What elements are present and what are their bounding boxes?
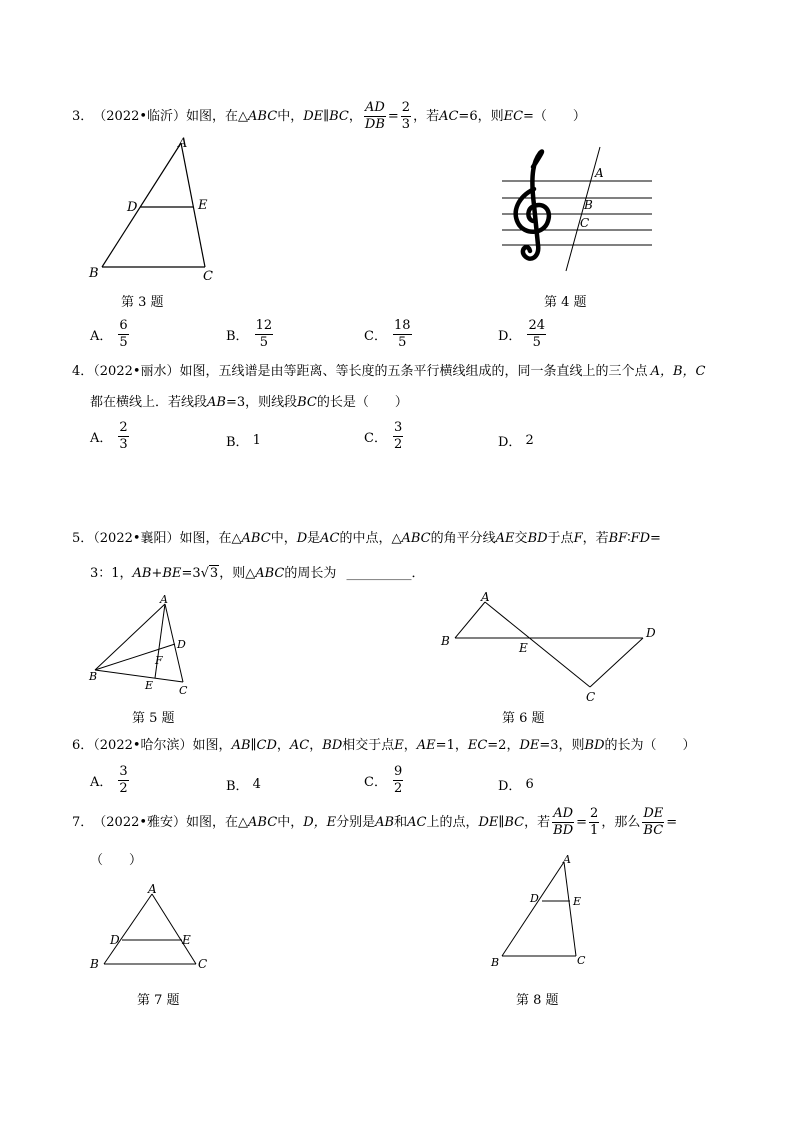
sqrt-expression: √3 [200, 566, 219, 581]
side-ac [152, 894, 196, 964]
stem-text: 中， [277, 814, 304, 830]
ratio-value [589, 806, 599, 839]
point-label-d: D [127, 200, 138, 215]
stem-text: ，若 [413, 108, 440, 124]
segment-name: AC [320, 531, 340, 546]
ratio-value [401, 100, 411, 133]
point-label-d: D [646, 626, 656, 640]
figure-7-triangle [86, 880, 216, 975]
q3-option-c[interactable] [364, 318, 414, 351]
point-label-a: A [481, 590, 490, 604]
equals-sign: = [576, 814, 588, 830]
option-label: D． [498, 435, 522, 450]
point-label-a: A [160, 593, 168, 606]
numerator: AD [364, 100, 385, 115]
figure-5-triangle [85, 592, 205, 702]
segment-name: BF [608, 531, 628, 546]
point-label-e: E [198, 198, 208, 213]
stem-text: = [650, 531, 661, 546]
point-label-d: D [530, 892, 539, 905]
denominator: 3 [401, 117, 411, 132]
stem-text: =6，则 [458, 108, 504, 124]
q4-option-c[interactable] [364, 420, 405, 453]
numerator: 2 [590, 806, 599, 821]
numerator: 3 [119, 764, 128, 779]
ratio-de-bc [642, 806, 664, 839]
side-ab [502, 862, 564, 956]
question-5-stem-line2 [90, 566, 425, 582]
question-number: 6． [72, 738, 94, 753]
figure-6-crossed-triangles [435, 588, 665, 703]
segment-sum: AB+BE [132, 566, 182, 581]
stem-text: 如图，在△ [186, 108, 249, 124]
question-number: 3． [72, 108, 94, 124]
option-label: B． [226, 329, 249, 344]
parallel-condition: DE∥BC [478, 814, 525, 830]
segment-ab [455, 602, 485, 638]
question-number: 4． [72, 364, 94, 379]
numerator: 6 [119, 318, 128, 333]
question-number: 7． [72, 814, 94, 830]
equals-sign: = [387, 108, 399, 124]
point-names: D，E [303, 814, 337, 830]
segment-name: BD [584, 738, 605, 753]
question-3-stem [72, 100, 586, 133]
side-bc [95, 670, 183, 682]
figure-4-caption: 第 4 题 [544, 295, 587, 310]
segment-name: BD [527, 531, 548, 546]
numerator: 9 [393, 764, 403, 779]
point-names: A，B，C [650, 364, 706, 379]
side-ab [104, 894, 152, 964]
option-value: 4 [252, 777, 261, 792]
segment-name: DE [519, 738, 540, 753]
triangle-name: ABC [241, 531, 271, 546]
question-6-stem [72, 738, 696, 754]
q6-option-d[interactable] [498, 775, 534, 794]
point-label-b: B [491, 956, 500, 969]
stem-text: 的角平分线 [430, 531, 496, 546]
option-label: C． [364, 329, 387, 344]
segment-name: BD [322, 738, 343, 753]
stem-text: ， [403, 738, 417, 753]
stem-text: 中， [270, 531, 297, 546]
triangle-name: ABC [248, 108, 278, 124]
numerator: 2 [401, 100, 411, 115]
stem-text: 3：1， [90, 566, 133, 581]
segment-name: AC [439, 108, 459, 124]
stem-text: 如图， [192, 738, 232, 753]
point-label-a: A [595, 166, 604, 180]
stem-text: 是 [307, 531, 321, 546]
stem-text: =3 [181, 566, 201, 581]
stem-text: 分别是 [336, 814, 376, 830]
figure-6-caption: 第 6 题 [502, 711, 545, 726]
segment-bd [95, 644, 175, 670]
point-label-e: E [519, 641, 528, 655]
stem-text: 的中点，△ [339, 531, 402, 546]
stem-text: =3，则线段 [225, 395, 298, 410]
point-label-c: C [198, 957, 208, 971]
ratio-ad-db [364, 100, 386, 133]
denominator: 5 [398, 335, 407, 350]
segment-name: AE [416, 738, 436, 753]
q4-option-a[interactable] [90, 420, 131, 453]
side-ab [102, 143, 181, 267]
point-label-a: A [178, 136, 188, 151]
question-7-answer-paren[interactable]: （ ） [90, 853, 143, 868]
denominator: 5 [259, 335, 268, 350]
numerator: 3 [393, 420, 403, 435]
question-source: （2022•雅安） [93, 814, 187, 830]
stem-text: ， [309, 738, 323, 753]
stem-text: 如图，在△ [186, 814, 249, 830]
denominator: BC [643, 823, 664, 838]
option-value: 2 [525, 433, 534, 448]
q6-option-a[interactable] [90, 764, 131, 797]
ratio-colon: ∶ [627, 531, 631, 546]
question-5-stem-line1 [72, 531, 661, 547]
point-label-a: A [148, 882, 157, 896]
stem-text: 中， [277, 108, 304, 124]
option-label: A． [90, 775, 113, 790]
answer-blank[interactable]: __________ [346, 566, 412, 581]
triangle-name: ABC [401, 531, 431, 546]
point-name: F [573, 531, 583, 546]
denominator: 2 [393, 781, 403, 796]
stem-text: =2， [487, 738, 520, 753]
denominator: BD [553, 823, 574, 838]
q3-option-d[interactable] [498, 318, 548, 351]
segment-name: AB [207, 395, 226, 410]
numerator: DE [643, 806, 664, 821]
stem-text: 于点 [547, 531, 574, 546]
q6-option-c[interactable] [364, 764, 405, 797]
ratio-ad-bd [552, 806, 574, 839]
numerator: 24 [528, 318, 545, 333]
denominator: 1 [590, 823, 599, 838]
point-name: D [296, 531, 308, 546]
stem-text: ，则△ [219, 566, 256, 581]
figure-3-triangle [85, 135, 225, 285]
point-label-e: E [573, 895, 582, 908]
segment-name: AE [495, 531, 515, 546]
segment-name: FD [630, 531, 651, 546]
parallel-condition: DE∥BC [303, 108, 349, 124]
figure-3-caption: 第 3 题 [121, 295, 164, 310]
q4-option-d[interactable] [498, 431, 534, 450]
stem-text: 相交于点 [342, 738, 395, 753]
point-label-e: E [182, 933, 191, 947]
triangle-name: ABC [248, 814, 278, 830]
segment-cd [590, 638, 643, 687]
point-label-b: B [584, 198, 593, 212]
stem-text: = [666, 814, 678, 830]
denominator: DB [364, 117, 385, 132]
stem-text: 和 [394, 814, 408, 830]
question-source: （2022•襄阳） [93, 531, 180, 546]
point-label-c: C [586, 690, 596, 703]
option-label: D． [498, 779, 522, 794]
segment-name: EC [467, 738, 488, 753]
denominator: 5 [119, 335, 128, 350]
option-value: 6 [525, 777, 534, 792]
option-label: D． [498, 329, 522, 344]
question-4-stem-line2 [90, 395, 408, 411]
point-label-c: C [179, 684, 188, 697]
stem-text: 的长是（ ） [316, 395, 408, 410]
stem-text: =（ ） [523, 108, 586, 124]
denominator: 2 [393, 437, 403, 452]
segment-name: AC [289, 738, 310, 753]
stem-text: 的周长为 [284, 566, 337, 581]
question-source: （2022•丽水） [93, 364, 180, 379]
point-label-d: D [177, 638, 186, 651]
question-number: 5． [72, 531, 94, 546]
figure-8-triangle [488, 852, 598, 972]
parallel-condition: AB∥CD [231, 738, 277, 753]
question-source: （2022•临沂） [93, 108, 187, 124]
numerator: 18 [393, 318, 411, 333]
point-label-c: C [580, 216, 590, 230]
denominator: 3 [119, 437, 128, 452]
figure-4-staff [500, 145, 660, 275]
question-source: （2022•哈尔滨） [93, 738, 193, 753]
numerator: AD [553, 806, 574, 821]
point-label-f: F [155, 654, 163, 667]
stem-text: 的长为（ ） [604, 738, 696, 753]
segment-ac [485, 602, 590, 687]
question-4-stem-line1 [72, 364, 705, 380]
option-label: A． [90, 329, 113, 344]
point-name: E [394, 738, 404, 753]
option-label: C． [364, 775, 387, 790]
q3-option-a[interactable] [90, 318, 131, 351]
figure-7-caption: 第 7 题 [137, 993, 180, 1008]
stem-text: 如图，五线谱是由等距离、等长度的五条平行横线组成的，同一条直线上的三个点 [179, 364, 648, 379]
segment-name: BC [297, 395, 317, 410]
stem-text: 都在横线上．若线段 [90, 395, 208, 410]
stem-text: ，若 [582, 531, 609, 546]
numerator: 2 [119, 420, 128, 435]
stem-text: ． [411, 566, 425, 581]
segment-name: EC [503, 108, 524, 124]
stem-text: 上的点， [426, 814, 479, 830]
point-label-c: C [577, 954, 586, 967]
stem-text: ，那么 [601, 814, 641, 830]
treble-clef-icon [516, 152, 549, 259]
point-label-b: B [89, 670, 98, 683]
numerator: 12 [255, 318, 273, 333]
side-ac [564, 862, 576, 956]
segment-name: AB [375, 814, 395, 830]
point-label-b: B [90, 957, 99, 971]
q6-option-b[interactable] [226, 775, 261, 794]
point-label-b: B [89, 266, 99, 281]
point-label-d: D [110, 933, 120, 947]
point-label-b: B [441, 634, 450, 648]
q3-option-b[interactable] [226, 318, 275, 351]
denominator: 5 [532, 335, 541, 350]
q4-option-b[interactable] [226, 431, 261, 450]
radicand: 3 [209, 566, 219, 581]
triangle-name: ABC [255, 566, 285, 581]
option-label: B． [226, 435, 249, 450]
point-label-c: C [203, 269, 213, 284]
option-label: C． [364, 431, 387, 446]
stem-text: =1， [435, 738, 468, 753]
segment-name: AC [407, 814, 427, 830]
stem-text: 如图，在△ [179, 531, 242, 546]
option-label: A． [90, 431, 113, 446]
stem-text: 交 [514, 531, 528, 546]
stem-text: ， [276, 738, 290, 753]
figure-8-caption: 第 8 题 [516, 993, 559, 1008]
option-value: 1 [252, 433, 261, 448]
point-label-e: E [145, 679, 154, 692]
question-7-stem [72, 806, 677, 839]
figure-5-caption: 第 5 题 [132, 711, 175, 726]
stem-text: ，若 [524, 814, 551, 830]
point-label-a: A [563, 853, 571, 866]
denominator: 2 [119, 781, 128, 796]
stem-text: ， [348, 108, 362, 124]
stem-text: =3，则 [539, 738, 585, 753]
option-label: B． [226, 779, 249, 794]
